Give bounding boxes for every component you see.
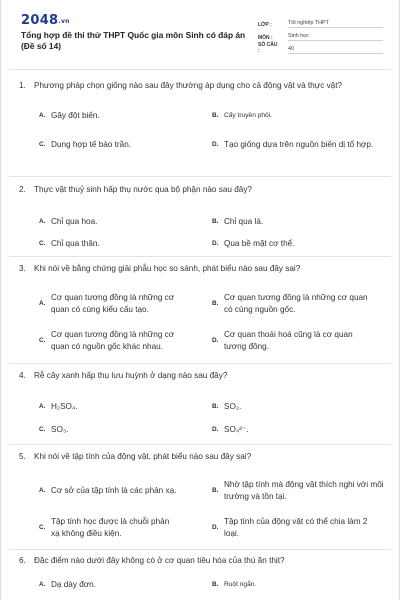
question-stem [19,184,384,196]
option-d[interactable] [212,322,384,360]
option-text: Qua bề mặt cơ thể. [224,239,295,248]
option-text: Cơ quan thoái hoá cũng là cơ quan tương đồng. [224,330,353,351]
question-2 [19,184,384,254]
question-stem [19,80,384,92]
option-letter: C. [39,337,46,344]
option-b[interactable] [212,286,384,322]
option-letter: B. [212,300,219,307]
question-text: Rễ cây xanh hấp thụ lưu huỳnh ở dạng nào sau đây? [34,371,228,380]
answer-options [39,286,384,360]
option-letter: C. [39,240,46,247]
question-number: 2. [19,185,26,194]
meta-value: Sinh học [288,33,383,41]
question-stem [19,451,384,463]
option-letter: A. [39,112,46,119]
question-4 [19,370,384,440]
option-letter: C. [39,141,46,148]
question-5 [19,451,384,547]
option-text: Tập tính của động vật có thể chia làm 2 loại. [224,517,368,538]
option-c[interactable] [39,126,212,164]
option-letter: A. [39,581,46,588]
document-title: Tổng hợp đề thi thử THPT Quốc gia môn Sinh có đáp án (Đề số 14) [21,30,246,51]
option-letter: A. [39,403,46,410]
option-text: H₂SO₄. [51,402,78,411]
option-c[interactable] [39,509,212,547]
meta-subject [258,28,383,41]
question-stem [19,263,384,275]
option-letter: A. [39,300,46,307]
question-text: Thực vật thuỷ sinh hấp thụ nước qua bộ phận nào sau đây? [34,185,252,194]
question-6 [19,555,384,593]
question-number: 1. [19,81,26,90]
option-letter: D. [212,524,219,531]
option-text: Dung hợp tế bào trần. [51,140,132,149]
option-d[interactable] [212,509,384,547]
option-text: Cơ quan tương đồng là những cơ quan có cùng kiểu cấu tạo. [51,293,175,314]
option-c[interactable] [39,420,212,440]
option-c[interactable] [39,234,212,254]
option-text: Cơ quan tương đồng là những cơ quan có nguồn gốc khác nhau. [51,330,175,351]
option-b[interactable] [212,394,384,420]
answer-options [39,106,384,164]
question-number: 4. [19,371,26,380]
question-number: 5. [19,452,26,461]
logo-main: 2048 [21,13,59,28]
option-letter: C. [39,426,46,433]
question-text: Đặc điểm nào dưới đây không có ở cơ quan tiêu hóa của thú ăn thịt? [34,556,285,565]
option-b[interactable] [212,577,384,593]
option-letter: B. [212,403,219,410]
question-number: 3. [19,264,26,273]
answer-options [39,473,384,547]
question-divider [9,256,391,257]
header-divider [9,69,391,70]
meta-value: 40 [288,46,383,54]
option-text: Dạ dày đơn. [51,580,96,589]
option-text: Cấy truyền phôi. [224,112,273,119]
meta-label: MÔN : [258,35,273,41]
answer-options [39,577,384,593]
option-b[interactable] [212,106,384,126]
option-a[interactable] [39,394,212,420]
option-a[interactable] [39,577,212,593]
option-letter: D. [212,426,219,433]
option-letter: B. [212,487,219,494]
question-divider [9,549,391,550]
option-d[interactable] [212,420,384,440]
option-b[interactable] [212,209,384,234]
meta-value: Tốt nghiệp THPT [288,20,383,28]
option-text: Nhờ tập tính mà động vật thích nghi với môi trường và tồn tại. [224,480,384,501]
option-text: SO₂. [224,402,242,411]
question-divider [9,363,391,364]
question-text: Khi nói về bằng chứng giải phẫu học so sánh, phát biểu nào sau đây sai? [34,264,301,273]
meta-label: SỐ CÂU : [258,42,278,54]
meta-label: LỚP : [258,22,272,28]
option-b[interactable] [212,473,384,509]
question-stem [19,370,384,382]
option-letter: D. [212,141,219,148]
option-letter: A. [39,487,46,494]
option-letter: D. [212,240,219,247]
option-text: Cơ quan tương đồng là những cơ quan có cùng nguồn gốc. [224,293,368,314]
option-a[interactable] [39,473,212,509]
option-letter: B. [212,581,219,588]
header [21,13,383,69]
option-c[interactable] [39,322,212,360]
option-text: Tập tính học được là chuỗi phản xạ không điều kiện. [51,517,170,538]
question-1 [19,80,384,164]
option-text: SO₄²⁻. [224,425,249,434]
option-text: SO₃. [51,425,69,434]
question-3 [19,263,384,360]
question-divider [9,176,391,177]
option-letter: A. [39,217,46,225]
option-a[interactable] [39,106,212,126]
option-d[interactable] [212,126,384,164]
meta-class [258,15,383,28]
option-letter: B. [212,112,219,119]
option-letter: D. [212,337,219,344]
option-a[interactable] [39,286,212,322]
option-text: Ruột ngắn. [224,581,257,588]
option-text: Chỉ qua lá. [224,216,264,226]
option-text: Chỉ qua hoa. [51,216,98,226]
option-letter: C. [39,524,46,531]
option-text: Gây đột biến. [51,111,100,120]
answer-options [39,209,384,254]
question-number: 6. [19,556,26,565]
meta-question-count [258,41,383,54]
option-letter: B. [212,217,219,225]
question-stem [19,555,384,567]
question-text: Phương pháp chọn giống nào sau đây thường áp dụng cho cả động vật và thực vật? [34,81,343,90]
answer-options [39,394,384,440]
question-text: Khi nói về tập tính của động vật, phát biểu nào sau đây sai? [34,452,252,461]
document-meta [258,15,383,54]
option-text: Cơ sở của tập tính là các phản xạ. [51,486,177,495]
option-a[interactable] [39,209,212,234]
logo-suffix: .vn [58,18,70,25]
question-divider [9,444,391,445]
option-text: Tạo giống dựa trên nguồn biến dị tổ hợp. [224,140,374,149]
option-text: Chỉ qua thân. [51,239,100,248]
option-d[interactable] [212,234,384,254]
